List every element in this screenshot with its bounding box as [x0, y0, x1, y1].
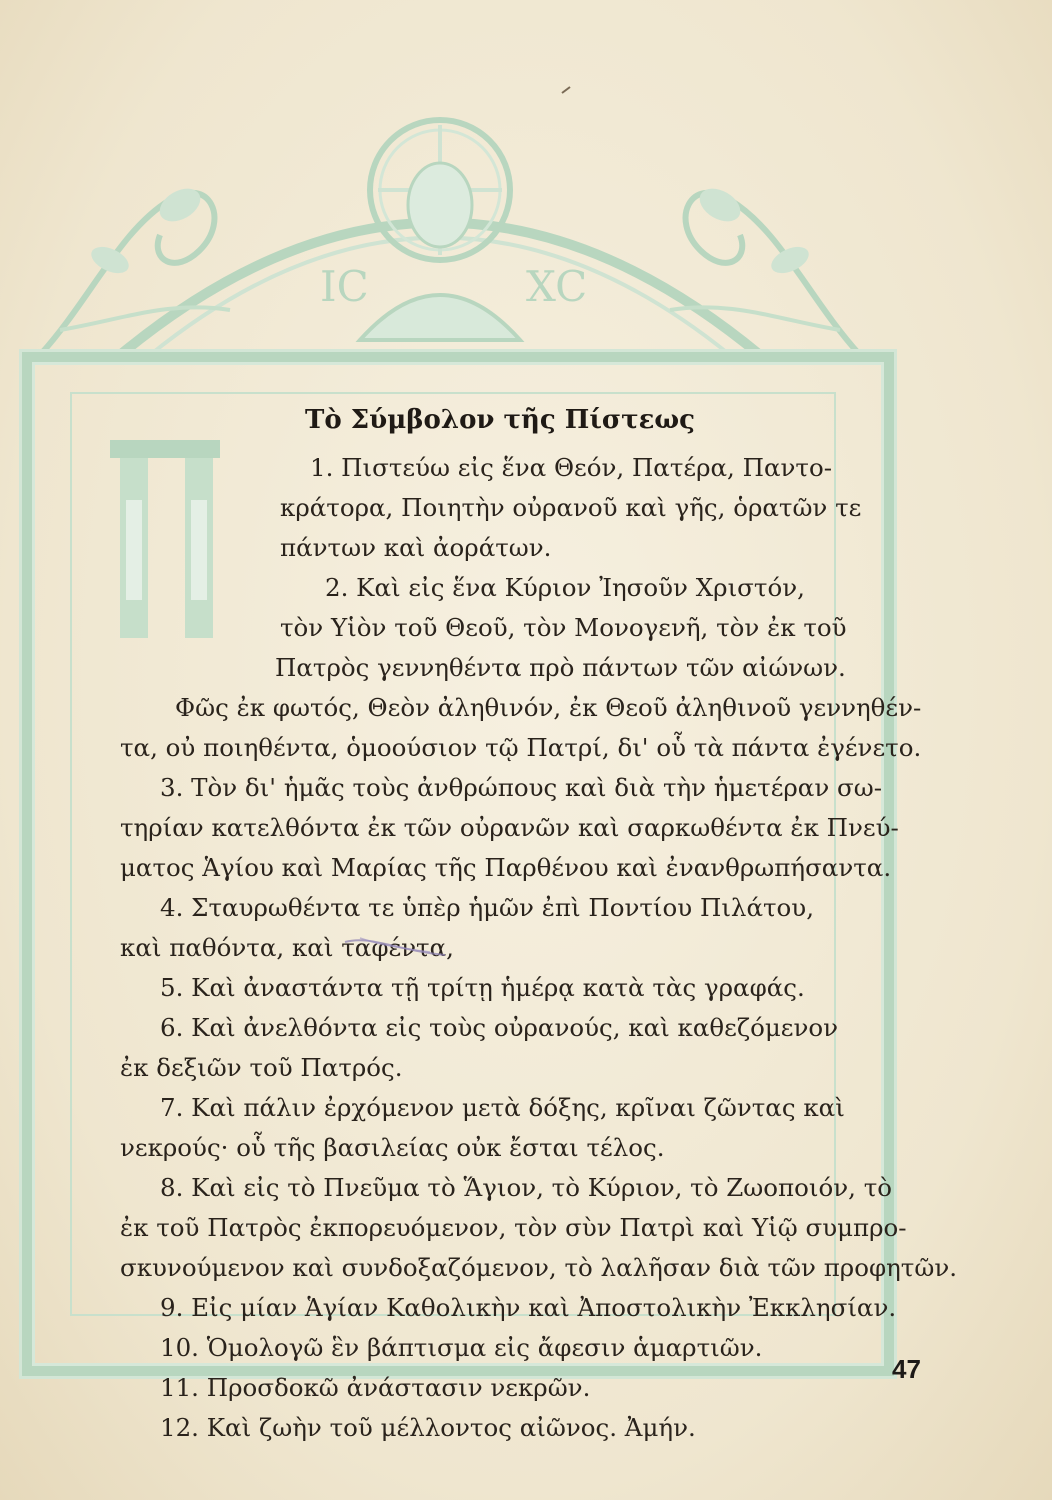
creed-line: 3. Τὸν δι' ἡμᾶς τοὺς ἀνθρώπους καὶ διὰ τὴν ἡμετέραν σω- — [160, 773, 883, 802]
monogram-ic: IC — [320, 262, 369, 311]
creed-line: Πατρὸς γεννηθέντα πρὸ πάντων τῶν αἰώνων. — [275, 653, 846, 682]
creed-line: ἐκ δεξιῶν τοῦ Πατρός. — [120, 1053, 403, 1082]
creed-line: ματος Ἁγίου καὶ Μαρίας τῆς Παρθένου καὶ ἐνανθρωπήσαντα. — [120, 853, 892, 882]
creed-line: 4. Σταυρωθέντα τε ὑπὲρ ἡμῶν ἐπὶ Ποντίου Πιλάτου, — [160, 893, 814, 922]
creed-line: 11. Προσδοκῶ ἀνάστασιν νεκρῶν. — [160, 1373, 591, 1402]
creed-line: τα, οὐ ποιηθέντα, ὁμοούσιον τῷ Πατρί, δι' οὗ τὰ πάντα ἐγένετο. — [120, 733, 922, 762]
creed-line: Φῶς ἐκ φωτός, Θεὸν ἀληθινόν, ἐκ Θεοῦ ἀληθινοῦ γεννηθέν- — [175, 693, 922, 722]
creed-line: 5. Καὶ ἀναστάντα τῇ τρίτῃ ἡμέρᾳ κατὰ τὰς γραφάς. — [160, 973, 805, 1002]
creed-line: σκυνούμενον καὶ συνδοξαζόμενον, τὸ λαλῆσαν διὰ τῶν προφητῶν. — [120, 1253, 957, 1282]
creed-line: τὸν Υἱὸν τοῦ Θεοῦ, τὸν Μονογενῆ, τὸν ἐκ τοῦ — [280, 613, 847, 642]
creed-line: καὶ παθόντα, καὶ ταφέντα, — [120, 933, 454, 962]
page-title: Τὸ Σύμβολον τῆς Πίστεως — [305, 405, 695, 435]
creed-line: νεκρούς· οὗ τῆς βασιλείας οὐκ ἔσται τέλος. — [120, 1133, 665, 1162]
creed-line: 10. Ὁμολογῶ ἓν βάπτισμα εἰς ἄφεσιν ἁμαρτιῶν. — [160, 1333, 763, 1362]
creed-line: 12. Καὶ ζωὴν τοῦ μέλλοντος αἰῶνος. Ἀμήν. — [160, 1413, 696, 1442]
creed-line: 1. Πιστεύω εἰς ἕνα Θεόν, Πατέρα, Παντο- — [310, 453, 833, 482]
creed-line: 8. Καὶ εἰς τὸ Πνεῦμα τὸ Ἅγιον, τὸ Κύριον, τὸ Ζωοποιόν, τὸ — [160, 1173, 893, 1202]
creed-line: 6. Καὶ ἀνελθόντα εἰς τοὺς οὐρανούς, καὶ καθεζόμενον — [160, 1013, 839, 1042]
monogram-xc: XC — [526, 262, 588, 311]
creed-line: 7. Καὶ πάλιν ἐρχόμενον μετὰ δόξης, κρῖναι ζῶντας καὶ — [160, 1093, 845, 1122]
creed-line: πάντων καὶ ἀοράτων. — [280, 533, 552, 562]
page-number: 47 — [892, 1354, 921, 1384]
creed-line: ἐκ τοῦ Πατρὸς ἐκπορευόμενον, τὸν σὺν Πατρὶ καὶ Υἱῷ συμπρο- — [120, 1213, 907, 1242]
creed-line: 9. Εἰς μίαν Ἁγίαν Καθολικὴν καὶ Ἀποστολικὴν Ἐκκλησίαν. — [160, 1293, 897, 1322]
creed-line: 2. Καὶ εἰς ἕνα Κύριον Ἰησοῦν Χριστόν, — [325, 573, 805, 602]
creed-line: κράτορα, Ποιητὴν οὐρανοῦ καὶ γῆς, ὁρατῶν τε — [280, 493, 862, 522]
ink-smudge — [340, 930, 450, 960]
creed-line: τηρίαν κατελθόντα ἐκ τῶν οὐρανῶν καὶ σαρκωθέντα ἐκ Πνεύ- — [120, 813, 899, 842]
